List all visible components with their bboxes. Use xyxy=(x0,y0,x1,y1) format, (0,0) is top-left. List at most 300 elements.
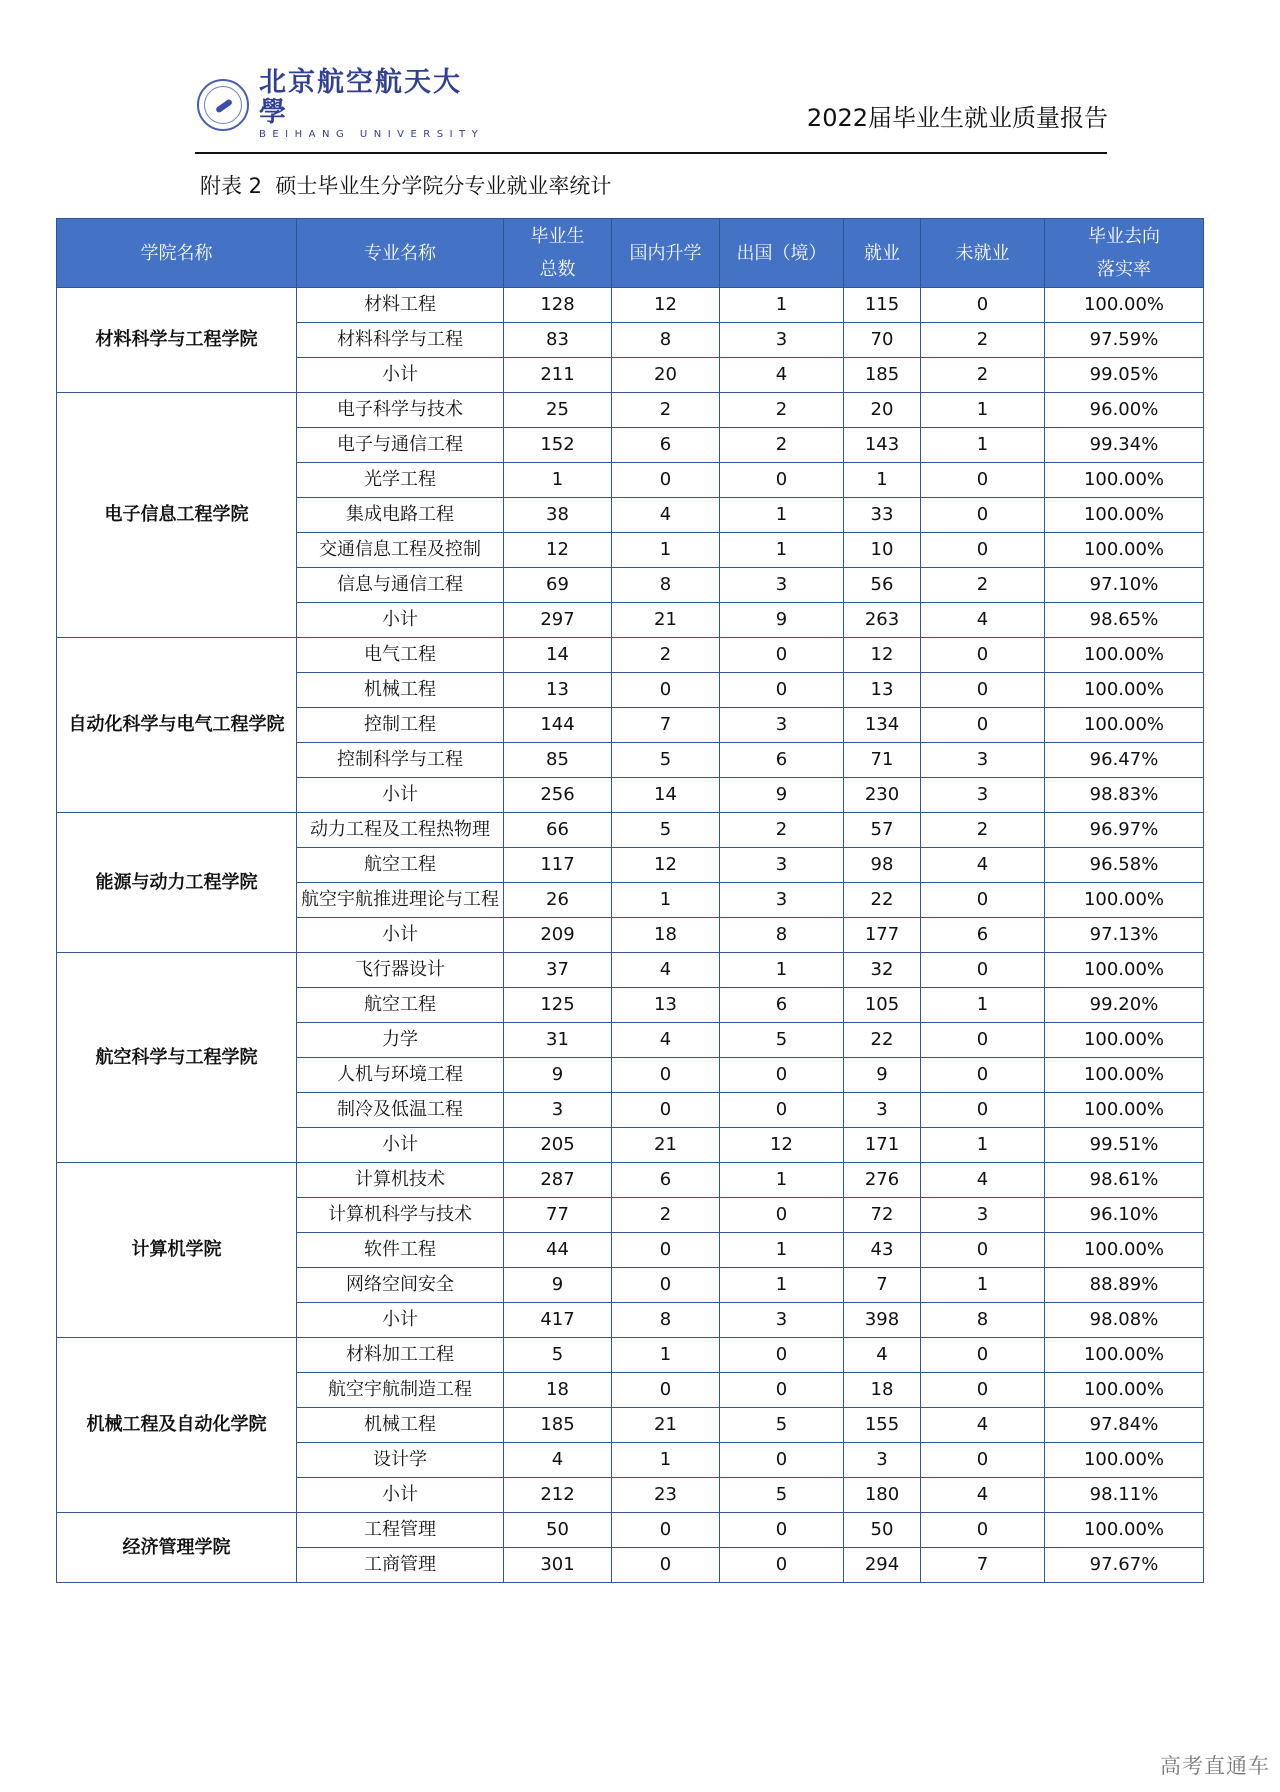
college-name-cell: 能源与动力工程学院 xyxy=(57,813,297,953)
total-cell: 212 xyxy=(504,1478,612,1513)
domestic-cell: 21 xyxy=(612,603,720,638)
employed-cell: 105 xyxy=(844,988,921,1023)
domestic-cell: 0 xyxy=(612,673,720,708)
abroad-cell: 5 xyxy=(720,1023,844,1058)
rate-cell: 98.83% xyxy=(1045,778,1204,813)
unemployed-cell: 0 xyxy=(921,463,1045,498)
unemployed-cell: 0 xyxy=(921,1373,1045,1408)
table-header-row xyxy=(57,219,1204,288)
employed-cell: 43 xyxy=(844,1233,921,1268)
unemployed-cell: 1 xyxy=(921,988,1045,1023)
employed-cell: 143 xyxy=(844,428,921,463)
abroad-cell: 2 xyxy=(720,393,844,428)
total-cell: 152 xyxy=(504,428,612,463)
table-row xyxy=(57,813,1204,848)
rate-cell: 100.00% xyxy=(1045,883,1204,918)
employed-cell: 1 xyxy=(844,463,921,498)
unemployed-cell: 4 xyxy=(921,603,1045,638)
rate-cell: 100.00% xyxy=(1045,288,1204,323)
major-name-cell: 小计 xyxy=(297,358,504,393)
unemployed-cell: 0 xyxy=(921,883,1045,918)
unemployed-cell: 0 xyxy=(921,1093,1045,1128)
unemployed-cell: 6 xyxy=(921,918,1045,953)
employed-cell: 134 xyxy=(844,708,921,743)
major-name-cell: 交通信息工程及控制 xyxy=(297,533,504,568)
unemployed-cell: 4 xyxy=(921,1163,1045,1198)
major-name-cell: 信息与通信工程 xyxy=(297,568,504,603)
total-cell: 256 xyxy=(504,778,612,813)
unemployed-cell: 0 xyxy=(921,1338,1045,1373)
unemployed-cell: 3 xyxy=(921,743,1045,778)
unemployed-cell: 0 xyxy=(921,1058,1045,1093)
domestic-cell: 0 xyxy=(612,1268,720,1303)
abroad-cell: 9 xyxy=(720,603,844,638)
employed-cell: 56 xyxy=(844,568,921,603)
employed-cell: 180 xyxy=(844,1478,921,1513)
unemployed-cell: 8 xyxy=(921,1303,1045,1338)
rate-cell: 98.08% xyxy=(1045,1303,1204,1338)
domestic-cell: 0 xyxy=(612,1058,720,1093)
employed-cell: 50 xyxy=(844,1513,921,1548)
domestic-cell: 0 xyxy=(612,1513,720,1548)
header-employed: 就业 xyxy=(844,219,921,288)
employed-cell: 10 xyxy=(844,533,921,568)
major-name-cell: 工程管理 xyxy=(297,1513,504,1548)
rate-cell: 96.97% xyxy=(1045,813,1204,848)
abroad-cell: 0 xyxy=(720,1548,844,1583)
unemployed-cell: 3 xyxy=(921,778,1045,813)
unemployed-cell: 4 xyxy=(921,1478,1045,1513)
total-cell: 209 xyxy=(504,918,612,953)
domestic-cell: 0 xyxy=(612,1548,720,1583)
employed-cell: 7 xyxy=(844,1268,921,1303)
domestic-cell: 23 xyxy=(612,1478,720,1513)
unemployed-cell: 0 xyxy=(921,673,1045,708)
employed-cell: 71 xyxy=(844,743,921,778)
rate-cell: 100.00% xyxy=(1045,1373,1204,1408)
unemployed-cell: 7 xyxy=(921,1548,1045,1583)
domestic-cell: 12 xyxy=(612,848,720,883)
university-seal-icon xyxy=(197,79,249,131)
major-name-cell: 控制工程 xyxy=(297,708,504,743)
total-cell: 3 xyxy=(504,1093,612,1128)
header-major: 专业名称 xyxy=(297,219,504,288)
abroad-cell: 6 xyxy=(720,743,844,778)
domestic-cell: 21 xyxy=(612,1128,720,1163)
total-cell: 50 xyxy=(504,1513,612,1548)
major-name-cell: 工商管理 xyxy=(297,1548,504,1583)
college-name-cell: 自动化科学与电气工程学院 xyxy=(57,638,297,813)
domestic-cell: 14 xyxy=(612,778,720,813)
domestic-cell: 6 xyxy=(612,1163,720,1198)
domestic-cell: 4 xyxy=(612,953,720,988)
rate-cell: 100.00% xyxy=(1045,1023,1204,1058)
rate-cell: 97.10% xyxy=(1045,568,1204,603)
employed-cell: 57 xyxy=(844,813,921,848)
unemployed-cell: 0 xyxy=(921,1233,1045,1268)
abroad-cell: 2 xyxy=(720,428,844,463)
abroad-cell: 8 xyxy=(720,918,844,953)
domestic-cell: 21 xyxy=(612,1408,720,1443)
abroad-cell: 0 xyxy=(720,638,844,673)
unemployed-cell: 0 xyxy=(921,1023,1045,1058)
employed-cell: 12 xyxy=(844,638,921,673)
domestic-cell: 6 xyxy=(612,428,720,463)
major-name-cell: 航空宇航推进理论与工程 xyxy=(297,883,504,918)
major-name-cell: 机械工程 xyxy=(297,673,504,708)
table-row xyxy=(57,638,1204,673)
domestic-cell: 1 xyxy=(612,1338,720,1373)
major-name-cell: 小计 xyxy=(297,1128,504,1163)
report-title: 2022届毕业生就业质量报告 xyxy=(806,104,1108,132)
logo-chinese-name: 北京航空航天大學 xyxy=(259,67,462,128)
total-cell: 18 xyxy=(504,1373,612,1408)
abroad-cell: 1 xyxy=(720,953,844,988)
major-name-cell: 动力工程及工程热物理 xyxy=(297,813,504,848)
major-name-cell: 机械工程 xyxy=(297,1408,504,1443)
domestic-cell: 0 xyxy=(612,1373,720,1408)
total-cell: 9 xyxy=(504,1268,612,1303)
total-cell: 31 xyxy=(504,1023,612,1058)
abroad-cell: 12 xyxy=(720,1128,844,1163)
unemployed-cell: 1 xyxy=(921,428,1045,463)
employed-cell: 294 xyxy=(844,1548,921,1583)
major-name-cell: 设计学 xyxy=(297,1443,504,1478)
rate-cell: 100.00% xyxy=(1045,1233,1204,1268)
table-row xyxy=(57,288,1204,323)
major-name-cell: 软件工程 xyxy=(297,1233,504,1268)
abroad-cell: 4 xyxy=(720,358,844,393)
employed-cell: 32 xyxy=(844,953,921,988)
total-cell: 69 xyxy=(504,568,612,603)
total-cell: 77 xyxy=(504,1198,612,1233)
domestic-cell: 5 xyxy=(612,813,720,848)
domestic-cell: 0 xyxy=(612,463,720,498)
total-cell: 144 xyxy=(504,708,612,743)
domestic-cell: 13 xyxy=(612,988,720,1023)
header-total xyxy=(504,219,612,288)
unemployed-cell: 1 xyxy=(921,1268,1045,1303)
total-cell: 83 xyxy=(504,323,612,358)
page-header xyxy=(0,0,1280,160)
domestic-cell: 2 xyxy=(612,638,720,673)
header-divider xyxy=(195,152,1107,154)
unemployed-cell: 0 xyxy=(921,953,1045,988)
rate-cell: 96.10% xyxy=(1045,1198,1204,1233)
abroad-cell: 1 xyxy=(720,498,844,533)
college-name-cell: 航空科学与工程学院 xyxy=(57,953,297,1163)
employed-cell: 276 xyxy=(844,1163,921,1198)
rate-cell: 100.00% xyxy=(1045,1443,1204,1478)
unemployed-cell: 4 xyxy=(921,848,1045,883)
rate-cell: 98.61% xyxy=(1045,1163,1204,1198)
employed-cell: 33 xyxy=(844,498,921,533)
rate-cell: 98.65% xyxy=(1045,603,1204,638)
rate-cell: 100.00% xyxy=(1045,1093,1204,1128)
domestic-cell: 0 xyxy=(612,1093,720,1128)
rate-cell: 98.11% xyxy=(1045,1478,1204,1513)
rate-cell: 100.00% xyxy=(1045,1338,1204,1373)
unemployed-cell: 0 xyxy=(921,498,1045,533)
abroad-cell: 3 xyxy=(720,883,844,918)
major-name-cell: 材料工程 xyxy=(297,288,504,323)
total-cell: 287 xyxy=(504,1163,612,1198)
unemployed-cell: 0 xyxy=(921,533,1045,568)
rate-cell: 99.05% xyxy=(1045,358,1204,393)
abroad-cell: 3 xyxy=(720,568,844,603)
employed-cell: 4 xyxy=(844,1338,921,1373)
logo-english-name: BEIHANG UNIVERSITY xyxy=(259,129,485,140)
total-cell: 125 xyxy=(504,988,612,1023)
domestic-cell: 1 xyxy=(612,1443,720,1478)
domestic-cell: 1 xyxy=(612,883,720,918)
major-name-cell: 航空工程 xyxy=(297,848,504,883)
abroad-cell: 0 xyxy=(720,463,844,498)
rate-cell: 97.13% xyxy=(1045,918,1204,953)
rate-cell: 100.00% xyxy=(1045,498,1204,533)
domestic-cell: 2 xyxy=(612,1198,720,1233)
college-name-cell: 机械工程及自动化学院 xyxy=(57,1338,297,1513)
rate-cell: 99.51% xyxy=(1045,1128,1204,1163)
abroad-cell: 1 xyxy=(720,1163,844,1198)
header-rate xyxy=(1045,219,1204,288)
unemployed-cell: 2 xyxy=(921,358,1045,393)
major-name-cell: 电子科学与技术 xyxy=(297,393,504,428)
college-name-cell: 材料科学与工程学院 xyxy=(57,288,297,393)
rate-cell: 88.89% xyxy=(1045,1268,1204,1303)
abroad-cell: 9 xyxy=(720,778,844,813)
logo-text xyxy=(259,68,487,142)
university-logo xyxy=(197,67,487,140)
total-cell: 1 xyxy=(504,463,612,498)
unemployed-cell: 2 xyxy=(921,813,1045,848)
college-name-cell: 电子信息工程学院 xyxy=(57,393,297,638)
major-name-cell: 小计 xyxy=(297,778,504,813)
total-cell: 13 xyxy=(504,673,612,708)
abroad-cell: 3 xyxy=(720,1303,844,1338)
header-rate-line2: 落实率 xyxy=(1097,259,1151,280)
rate-cell: 100.00% xyxy=(1045,533,1204,568)
employed-cell: 155 xyxy=(844,1408,921,1443)
total-cell: 5 xyxy=(504,1338,612,1373)
abroad-cell: 5 xyxy=(720,1478,844,1513)
major-name-cell: 计算机科学与技术 xyxy=(297,1198,504,1233)
rate-cell: 96.00% xyxy=(1045,393,1204,428)
table-row xyxy=(57,393,1204,428)
rate-cell: 99.34% xyxy=(1045,428,1204,463)
domestic-cell: 20 xyxy=(612,358,720,393)
table-row xyxy=(57,1513,1204,1548)
abroad-cell: 3 xyxy=(720,323,844,358)
total-cell: 417 xyxy=(504,1303,612,1338)
rate-cell: 96.58% xyxy=(1045,848,1204,883)
header-college: 学院名称 xyxy=(57,219,297,288)
total-cell: 301 xyxy=(504,1548,612,1583)
major-name-cell: 人机与环境工程 xyxy=(297,1058,504,1093)
table-row xyxy=(57,1338,1204,1373)
rate-cell: 100.00% xyxy=(1045,1513,1204,1548)
employed-cell: 185 xyxy=(844,358,921,393)
total-cell: 9 xyxy=(504,1058,612,1093)
rate-cell: 100.00% xyxy=(1045,673,1204,708)
major-name-cell: 力学 xyxy=(297,1023,504,1058)
domestic-cell: 8 xyxy=(612,568,720,603)
header-total-line1: 毕业生 xyxy=(530,226,585,247)
rate-cell: 96.47% xyxy=(1045,743,1204,778)
unemployed-cell: 1 xyxy=(921,393,1045,428)
employed-cell: 70 xyxy=(844,323,921,358)
major-name-cell: 电子与通信工程 xyxy=(297,428,504,463)
rate-cell: 100.00% xyxy=(1045,953,1204,988)
major-name-cell: 材料科学与工程 xyxy=(297,323,504,358)
header-total-line2: 总数 xyxy=(539,259,576,280)
rate-cell: 100.00% xyxy=(1045,463,1204,498)
table-caption: 附表 2 硕士毕业生分学院分专业就业率统计 xyxy=(200,174,612,198)
major-name-cell: 小计 xyxy=(297,1303,504,1338)
employed-cell: 9 xyxy=(844,1058,921,1093)
major-name-cell: 制冷及低温工程 xyxy=(297,1093,504,1128)
abroad-cell: 0 xyxy=(720,1198,844,1233)
major-name-cell: 光学工程 xyxy=(297,463,504,498)
total-cell: 128 xyxy=(504,288,612,323)
total-cell: 297 xyxy=(504,603,612,638)
domestic-cell: 8 xyxy=(612,323,720,358)
rate-cell: 100.00% xyxy=(1045,1058,1204,1093)
domestic-cell: 18 xyxy=(612,918,720,953)
abroad-cell: 1 xyxy=(720,533,844,568)
total-cell: 12 xyxy=(504,533,612,568)
major-name-cell: 计算机技术 xyxy=(297,1163,504,1198)
employed-cell: 177 xyxy=(844,918,921,953)
total-cell: 14 xyxy=(504,638,612,673)
header-rate-line1: 毕业去向 xyxy=(1088,226,1160,247)
unemployed-cell: 4 xyxy=(921,1408,1045,1443)
major-name-cell: 航空工程 xyxy=(297,988,504,1023)
abroad-cell: 6 xyxy=(720,988,844,1023)
header-unemployed: 未就业 xyxy=(921,219,1045,288)
major-name-cell: 网络空间安全 xyxy=(297,1268,504,1303)
abroad-cell: 1 xyxy=(720,1268,844,1303)
total-cell: 44 xyxy=(504,1233,612,1268)
employed-cell: 20 xyxy=(844,393,921,428)
unemployed-cell: 0 xyxy=(921,288,1045,323)
major-name-cell: 航空宇航制造工程 xyxy=(297,1373,504,1408)
unemployed-cell: 0 xyxy=(921,638,1045,673)
employed-cell: 22 xyxy=(844,883,921,918)
abroad-cell: 0 xyxy=(720,1093,844,1128)
abroad-cell: 0 xyxy=(720,1513,844,1548)
rate-cell: 100.00% xyxy=(1045,638,1204,673)
rate-cell: 99.20% xyxy=(1045,988,1204,1023)
college-name-cell: 计算机学院 xyxy=(57,1163,297,1338)
header-abroad: 出国（境） xyxy=(720,219,844,288)
abroad-cell: 0 xyxy=(720,1058,844,1093)
rate-cell: 97.59% xyxy=(1045,323,1204,358)
total-cell: 117 xyxy=(504,848,612,883)
major-name-cell: 控制科学与工程 xyxy=(297,743,504,778)
unemployed-cell: 3 xyxy=(921,1198,1045,1233)
domestic-cell: 7 xyxy=(612,708,720,743)
major-name-cell: 小计 xyxy=(297,1478,504,1513)
unemployed-cell: 0 xyxy=(921,1443,1045,1478)
unemployed-cell: 2 xyxy=(921,568,1045,603)
employed-cell: 398 xyxy=(844,1303,921,1338)
unemployed-cell: 0 xyxy=(921,1513,1045,1548)
employed-cell: 18 xyxy=(844,1373,921,1408)
total-cell: 85 xyxy=(504,743,612,778)
major-name-cell: 小计 xyxy=(297,603,504,638)
domestic-cell: 5 xyxy=(612,743,720,778)
total-cell: 37 xyxy=(504,953,612,988)
domestic-cell: 4 xyxy=(612,498,720,533)
employed-cell: 171 xyxy=(844,1128,921,1163)
employed-cell: 72 xyxy=(844,1198,921,1233)
domestic-cell: 2 xyxy=(612,393,720,428)
employed-cell: 98 xyxy=(844,848,921,883)
total-cell: 25 xyxy=(504,393,612,428)
abroad-cell: 0 xyxy=(720,1373,844,1408)
domestic-cell: 1 xyxy=(612,533,720,568)
total-cell: 211 xyxy=(504,358,612,393)
employed-cell: 263 xyxy=(844,603,921,638)
total-cell: 38 xyxy=(504,498,612,533)
employed-cell: 230 xyxy=(844,778,921,813)
domestic-cell: 4 xyxy=(612,1023,720,1058)
domestic-cell: 0 xyxy=(612,1233,720,1268)
abroad-cell: 1 xyxy=(720,288,844,323)
abroad-cell: 3 xyxy=(720,848,844,883)
domestic-cell: 12 xyxy=(612,288,720,323)
rate-cell: 97.67% xyxy=(1045,1548,1204,1583)
abroad-cell: 5 xyxy=(720,1408,844,1443)
employed-cell: 115 xyxy=(844,288,921,323)
employment-rate-table xyxy=(56,218,1204,1583)
abroad-cell: 2 xyxy=(720,813,844,848)
unemployed-cell: 1 xyxy=(921,1128,1045,1163)
table-body xyxy=(57,288,1204,1583)
employed-cell: 3 xyxy=(844,1093,921,1128)
employed-cell: 13 xyxy=(844,673,921,708)
abroad-cell: 3 xyxy=(720,708,844,743)
total-cell: 185 xyxy=(504,1408,612,1443)
rate-cell: 100.00% xyxy=(1045,708,1204,743)
major-name-cell: 小计 xyxy=(297,918,504,953)
employed-cell: 3 xyxy=(844,1443,921,1478)
abroad-cell: 0 xyxy=(720,673,844,708)
total-cell: 205 xyxy=(504,1128,612,1163)
major-name-cell: 材料加工工程 xyxy=(297,1338,504,1373)
major-name-cell: 飞行器设计 xyxy=(297,953,504,988)
abroad-cell: 1 xyxy=(720,1233,844,1268)
major-name-cell: 集成电路工程 xyxy=(297,498,504,533)
major-name-cell: 电气工程 xyxy=(297,638,504,673)
header-domestic: 国内升学 xyxy=(612,219,720,288)
watermark-text: 高考直通车 xyxy=(1160,1754,1270,1778)
table-row xyxy=(57,1163,1204,1198)
rate-cell: 97.84% xyxy=(1045,1408,1204,1443)
domestic-cell: 8 xyxy=(612,1303,720,1338)
employed-cell: 22 xyxy=(844,1023,921,1058)
total-cell: 66 xyxy=(504,813,612,848)
unemployed-cell: 2 xyxy=(921,323,1045,358)
unemployed-cell: 0 xyxy=(921,708,1045,743)
abroad-cell: 0 xyxy=(720,1338,844,1373)
table-row xyxy=(57,953,1204,988)
total-cell: 4 xyxy=(504,1443,612,1478)
college-name-cell: 经济管理学院 xyxy=(57,1513,297,1583)
abroad-cell: 0 xyxy=(720,1443,844,1478)
total-cell: 26 xyxy=(504,883,612,918)
